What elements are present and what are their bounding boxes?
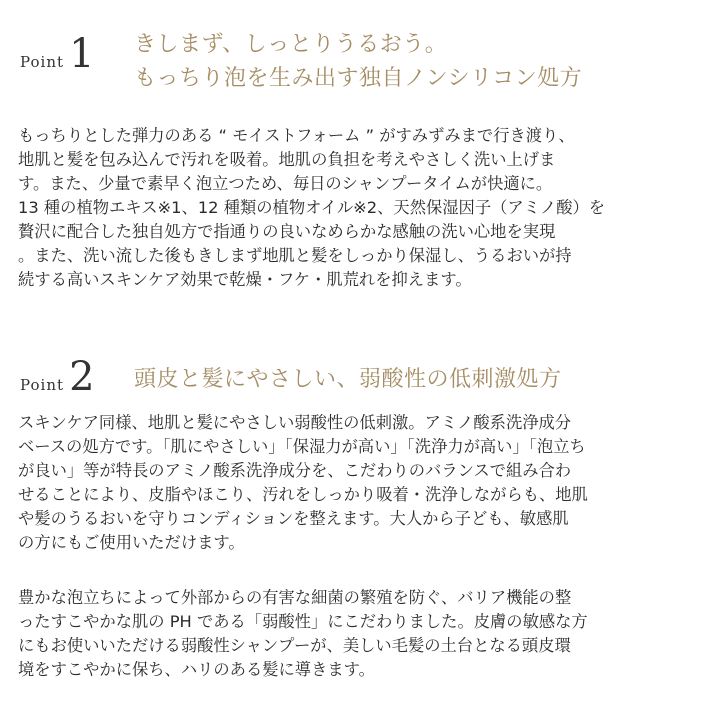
- heading-line: きしまず、しっとりうるおう。: [134, 32, 448, 57]
- heading-line: 頭皮と髪にやさしい、弱酸性の低刺激処方: [134, 367, 562, 392]
- body-line: にもお使いいただける弱酸性シャンプーが、美しい毛髪の土台となる頭皮環: [18, 636, 571, 655]
- body-line: 続する高いスキンケア効果で乾燥・フケ・肌荒れを抑えます。: [18, 270, 472, 289]
- body-line: ったすこやかな肌の PH である「弱酸性」にこだわりました。皮膚の敏感な方: [18, 612, 588, 631]
- point-word: Point: [20, 53, 65, 71]
- point-1-heading: [134, 28, 582, 96]
- body-line: もっちりとした弾力のある “ モイストフォーム ” がすみずみまで行き渡り、: [18, 126, 575, 145]
- body-line: 豊かな泡立ちによって外部からの有害な細菌の繁殖を防ぐ、バリア機能の整: [18, 588, 572, 607]
- body-line: ベースの処方です。「肌にやさしい」「保湿力が高い」「洗浄力が高い」「泡立ち: [18, 437, 586, 456]
- body-line: す。また、少量で素早く泡立つため、毎日のシャンプータイムが快適に。: [18, 174, 553, 193]
- point-2-body-2: [18, 586, 710, 682]
- body-line: 贅沢に配合した独自処方で指通りの良いなめらかな感触の洗い心地を実現: [18, 222, 556, 241]
- heading-line: もっちり泡を生み出す独自ノンシリコン処方: [134, 66, 583, 91]
- point-2-label: [20, 354, 95, 400]
- body-line: 境をすこやかに保ち、ハリのある髪に導きます。: [18, 660, 375, 679]
- body-line: 地肌と髪を包み込んで汚れを吸着。地肌の負担を考えやさしく洗い上げま: [18, 150, 556, 169]
- point-2-heading: [134, 363, 562, 397]
- body-line: スキンケア同様、地肌と髪にやさしい弱酸性の低刺激。アミノ酸系洗浄成分: [18, 413, 572, 432]
- body-line: せることにより、皮脂やほこり、汚れをしっかり吸着・洗浄しながらも、地肌: [18, 485, 588, 504]
- point-word: Point: [20, 376, 65, 394]
- body-line: や髪のうるおいを守りコンディションを整えます。大人から子ども、敏感肌: [18, 509, 569, 528]
- point-number: 1: [69, 31, 95, 77]
- body-line: 。また、洗い流した後もきしまず地肌と髪をしっかり保湿し、うるおいが持: [18, 246, 572, 265]
- body-line: の方にもご使用いただけます。: [18, 533, 245, 552]
- body-line: が良い」等が特長のアミノ酸系洗浄成分を、こだわりのバランスで組み合わ: [18, 461, 572, 480]
- point-1-label: [20, 31, 95, 77]
- point-2-body: [18, 411, 710, 555]
- body-line: 13 種の植物エキス※1、12 種類の植物オイル※2、天然保湿因子（アミノ酸）を: [18, 198, 606, 217]
- point-number: 2: [69, 354, 95, 400]
- point-1-body: [18, 124, 710, 292]
